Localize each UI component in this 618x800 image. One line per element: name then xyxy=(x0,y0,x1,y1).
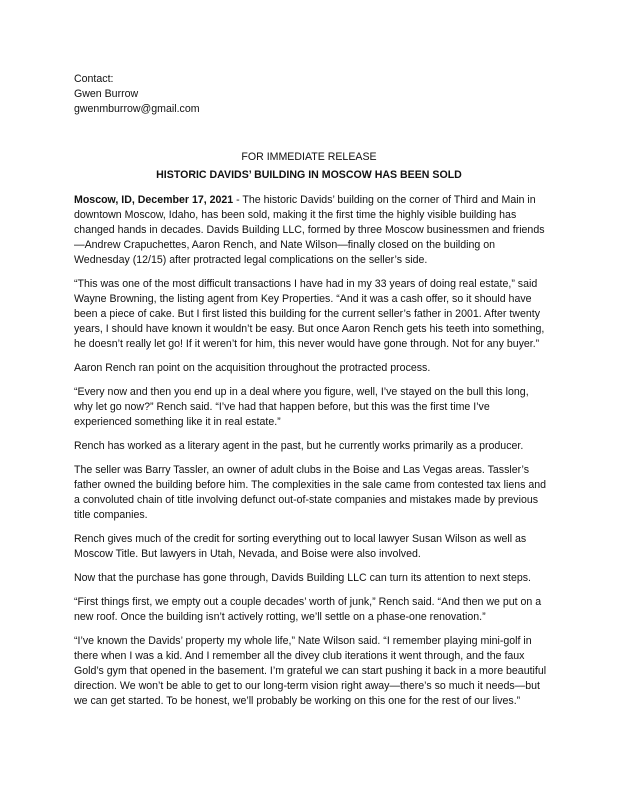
paragraph-1 xyxy=(74,193,549,268)
headline: HISTORIC DAVIDS’ BUILDING IN MOSCOW HAS BEEN SOLD xyxy=(156,169,462,181)
paragraph-1-text: - The historic Davids’ building on the corner of Third and Main in downtown Moscow, Idaho, has been sold, making it the first time the highly visible building has changed hands in decades. Davids Building LLC, formed by three Moscow businessmen and friends—Andrew Crapuchettes, Aaron Rench, and Nate Wilson—finally closed on the building on Wednesday (12/15) after protracted legal complications on the seller’s side. xyxy=(74,194,545,266)
contact-email: gwenmburrow@gmail.com xyxy=(74,103,200,115)
paragraph-8: Now that the purchase has gone through, Davids Building LLC can turn its attention to next steps. xyxy=(74,572,531,584)
contact-name: Gwen Burrow xyxy=(74,88,139,100)
dateline: Moscow, ID, December 17, 2021 xyxy=(74,194,234,206)
paragraph-3: Aaron Rench ran point on the acquisition throughout the protracted process. xyxy=(74,362,431,374)
paragraph-2: “This was one of the most difficult transactions I have had in my 33 years of doing real estate,” said Wayne Browning, the listing agent from Key Properties. “And it was a cash offer, so it should have been a piece of cake. But I first listed this building for the current seller’s father in 2001. After twenty years, I should have known it wouldn’t be easy. But once Aaron Rench gets his teeth into something, he doesn’t really let go! If it weren’t for him, this never would have gone through. Not for any buyer.” xyxy=(74,278,545,350)
paragraph-7: Rench gives much of the credit for sorting everything out to local lawyer Susan Wilson as well as Moscow Title. But lawyers in Utah, Nevada, and Boise were also involved. xyxy=(74,533,527,560)
paragraph-10: “I’ve known the Davids’ property my whole life,” Nate Wilson said. “I remember playing mini-golf in there when I was a kid. And I remember all the divey club iterations it went through, and the faux Gold’s gym that opened in the basement. I’m grateful we can start pushing it back in a more beautiful direction. We won’t be able to get to our long-term vision right away—there’s so much it needs—but we can get started. To be honest, we’ll probably be working on this one for the rest of our lives.” xyxy=(74,635,547,707)
release-label: FOR IMMEDIATE RELEASE xyxy=(241,151,377,163)
contact-block xyxy=(74,72,374,117)
article-body xyxy=(74,193,549,718)
paragraph-4: “Every now and then you end up in a deal where you figure, well, I’ve stayed on the bull this long, why let go now?” Rench said. “I’ve had that happen before, but this was the first time I’ve experienced something like it in real estate.” xyxy=(74,386,529,428)
paragraph-6: The seller was Barry Tassler, an owner of adult clubs in the Boise and Las Vegas areas. Tassler’s father owned the building before him. The complexities in the sale came from contested tax liens and a convoluted chain of title involving defunct out-of-state companies and mistakes made by previous title companies. xyxy=(74,464,547,521)
paragraph-9: “First things first, we empty out a couple decades’ worth of junk,” Rench said. “And then we put on a new roof. Once the building isn’t actively rotting, we’ll settle on a phase-one renovation.” xyxy=(74,596,542,623)
contact-label: Contact: xyxy=(74,73,114,85)
paragraph-5: Rench has worked as a literary agent in the past, but he currently works primarily as a producer. xyxy=(74,440,524,452)
